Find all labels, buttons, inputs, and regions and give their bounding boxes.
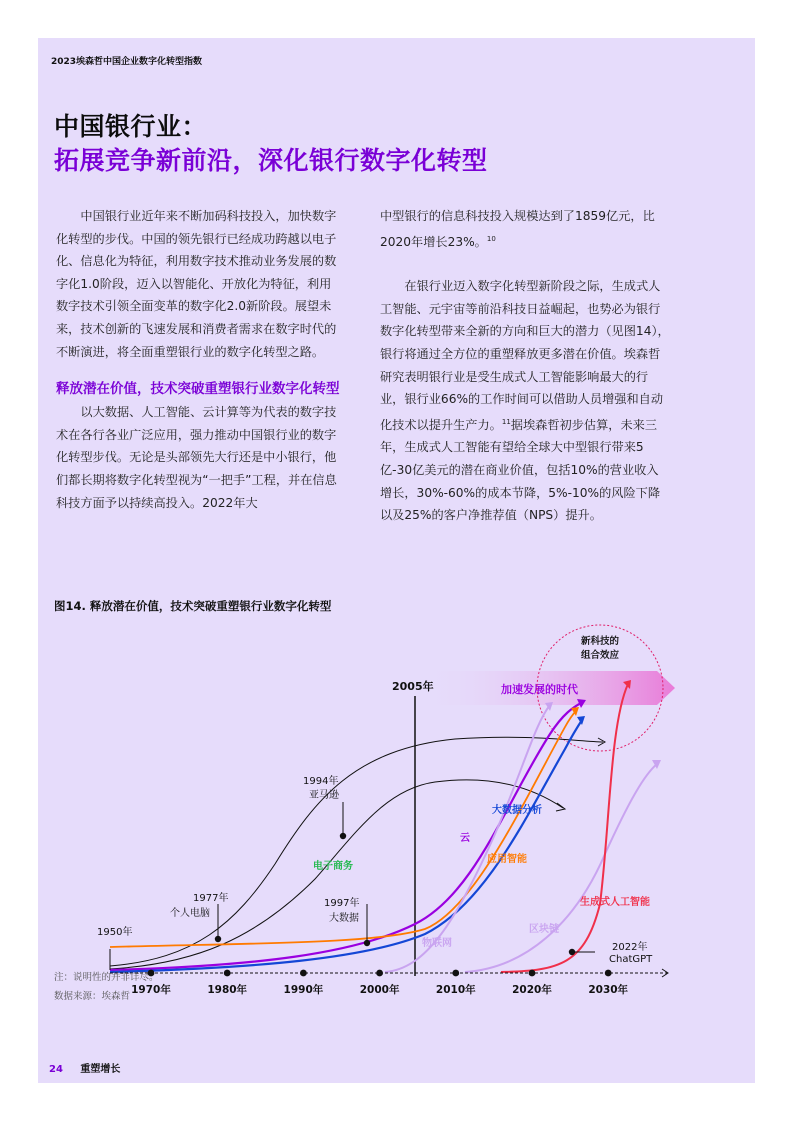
running-header: 2023埃森哲中国企业数字化转型指数 [51,57,203,67]
figure-note-block [54,968,159,1006]
milestone-1977-sub: 个人电脑 [170,908,210,919]
right-paragraph-2a: 在银行业迈入数字化转型新阶段之际，生成式人工智能、元宇宙等前沿科技日益崛起，也势必为银行数字化转型带来全新的方向和巨大的潜力（见图14），银行将通过全方位的重塑释放更多潜在价值。埃森哲研究表明银行业是受生成式人工智能影响最大的行业，银行业66%的工作时间可以借助人员增强和自动化技术以提升生产力。 [380,279,670,432]
milestone-1997-sub: 大数据 [329,913,359,924]
figure-title: 图14. 释放潜在价值，技术突破重塑银行业数字化转型 [54,599,332,613]
x-tick-label-2020: 2020年 [512,984,552,996]
technology-curve-chart [55,604,695,999]
x-tick-label-2000: 2000年 [359,984,400,996]
label-ecommerce: 电子商务 [313,861,353,872]
dot-2022 [569,949,575,955]
page-number: 24 [49,1064,63,1075]
x-tick-dot-2020 [529,970,536,977]
curve-cloud [110,702,583,970]
x-tick-label-1990: 1990年 [283,984,324,996]
label-bigdata: 大数据分析 [492,805,542,816]
band-label: 加速发展的时代 [501,684,578,696]
footnote-ref-11: 11 [501,417,511,426]
milestone-2022: 2022年 [612,942,648,953]
dot-1977 [215,936,221,942]
x-tick-dot-1990 [300,970,307,977]
right-column [380,205,670,527]
combined-label-2: 组合效应 [580,650,620,661]
right-paragraph-1 [380,205,670,253]
x-axis-ticks [131,970,628,996]
figure-note: 注：说明性的并非详尽。 [54,972,159,983]
left-column [56,205,341,514]
page-title [54,110,488,178]
x-tick-dot-1980 [224,970,231,977]
left-paragraph-1: 中国银行业近年来不断加码科技投入，加快数字化转型的步伐。中国的领先银行已经成功跨越以电子化、信息化为特征，利用数字技术推动业务发展的数字化1.0阶段，迈入以智能化、开放化为特征，利用数字技术引领全面变革的数字化2.0新阶段。展望未来，技术创新的飞速发展和消费者需求在数字时代的不断演进，将全面重塑银行业的数字化转型之路。 [56,209,337,359]
footer-section: 重塑增长 [80,1064,121,1075]
milestone-1994-sub: 亚马逊 [309,790,339,801]
milestone-1977: 1977年 [193,893,229,904]
x-tick-dot-2000 [376,970,383,977]
combined-label-1: 新科技的 [580,636,620,647]
right-paragraph-1-text: 中型银行的信息科技投入规模达到了1859亿元，比2020年增长23%。 [380,209,655,249]
left-paragraph-2: 以大数据、人工智能、云计算等为代表的数字技术在各行各业广泛应用，强力推动中国银行业的数字化转型步伐。无论是头部领先大行还是中小银行，他们都长期将数字化转型视为“一把手”工程，并在信息科技方面予以持续高投入。2022年大 [56,405,337,510]
x-tick-label-1980: 1980年 [207,984,248,996]
right-paragraph-2 [380,275,670,527]
label-applied-ai: 应用智能 [487,854,527,865]
curve-bigdata [110,720,582,972]
milestone-1994: 1994年 [303,776,339,787]
footnote-ref-10: 10 [486,234,496,243]
right-paragraph-2b: 据埃森哲初步估算，未来三年，生成式人工智能有望给全球大中型银行带来5亿-30亿美元的潜在商业价值，包括10%的营业收入增长，30%-60%的成本节降，5%-10%的风险下降以及25%的客户净推荐值（NPS）提升。 [380,417,661,523]
label-genai: 生成式人工智能 [580,897,650,908]
label-cloud: 云 [460,833,470,844]
dot-1997 [364,940,370,946]
label-blockchain: 区块链 [529,924,559,935]
x-tick-dot-2010 [452,970,459,977]
figure-source: 数据来源：埃森哲 [54,991,131,1002]
x-tick-label-2030: 2030年 [588,984,629,996]
x-tick-label-2010: 2010年 [435,984,476,996]
milestone-1997: 1997年 [324,898,360,909]
milestone-1950: 1950年 [97,927,133,938]
milestone-2022-sub: ChatGPT [609,954,653,965]
label-iot: 物联网 [422,938,452,949]
section-subheading: 释放潜在价值，技术突破重塑银行业数字化转型 [56,381,340,398]
title-line-2: 拓展竞争新前沿，深化银行数字化转型 [54,146,488,175]
title-line-1: 中国银行业： [54,112,208,141]
arrow-bigdata [577,716,585,725]
divider-label: 2005年 [392,680,434,693]
dot-1994 [340,833,346,839]
x-tick-dot-2030 [605,970,612,977]
x-tick-label-1970: 1970年 [131,984,171,996]
